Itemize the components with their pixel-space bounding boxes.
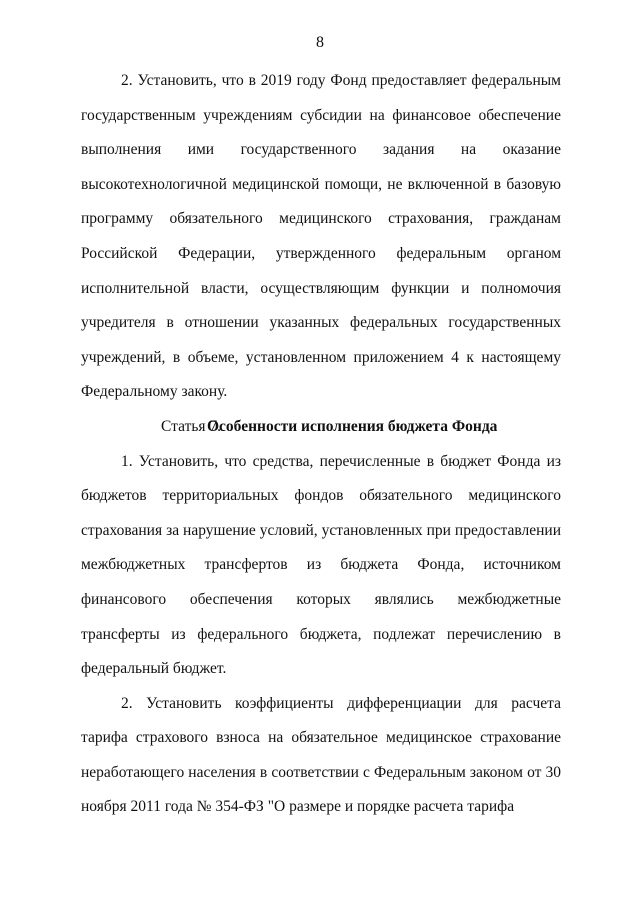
page-number: 8 xyxy=(316,34,324,51)
paragraph-2-subsidies: 2. Установить, что в 2019 году Фонд предоставляет федеральным государственным учреждениям субсидии на финансовое обеспечение выполнения ими государственного задания на оказание высокотехнологичной медицинской помощи, не включенной в базовую программу обязательного медицинского страхования, гражданам Российской Федерации, утвержденного федеральным органом исполнительной власти, осуществляющим функции и полномочия учредителя в отношении указанных федеральных государственных учреждений, в объеме, установленном приложением 4 к настоящему Федеральному закону. xyxy=(81,72,561,401)
article-heading xyxy=(81,410,561,445)
article-title: Особенности исполнения бюджета Фонда xyxy=(207,417,498,435)
article-paragraph-2: 2. Установить коэффициенты дифференциации для расчета тарифа страхового взноса на обязательное медицинское страхование неработающего населения в соответствии с Федеральным законом от 30 ноября 2011 года № 354-ФЗ "О размере и порядке расчета тарифа xyxy=(81,694,561,816)
article-number: Статья 7. xyxy=(161,417,222,435)
document-body xyxy=(81,64,561,825)
article-paragraph-1: 1. Установить, что средства, перечисленные в бюджет Фонда из бюджетов территориальных фондов обязательного медицинского страхования за нарушение условий, установленных при предоставлении межбюджетных трансфертов из бюджета Фонда, источником финансового обеспечения которых являлись межбюджетные трансферты из федерального бюджета, подлежат перечислению в федеральный бюджет. xyxy=(81,452,561,678)
